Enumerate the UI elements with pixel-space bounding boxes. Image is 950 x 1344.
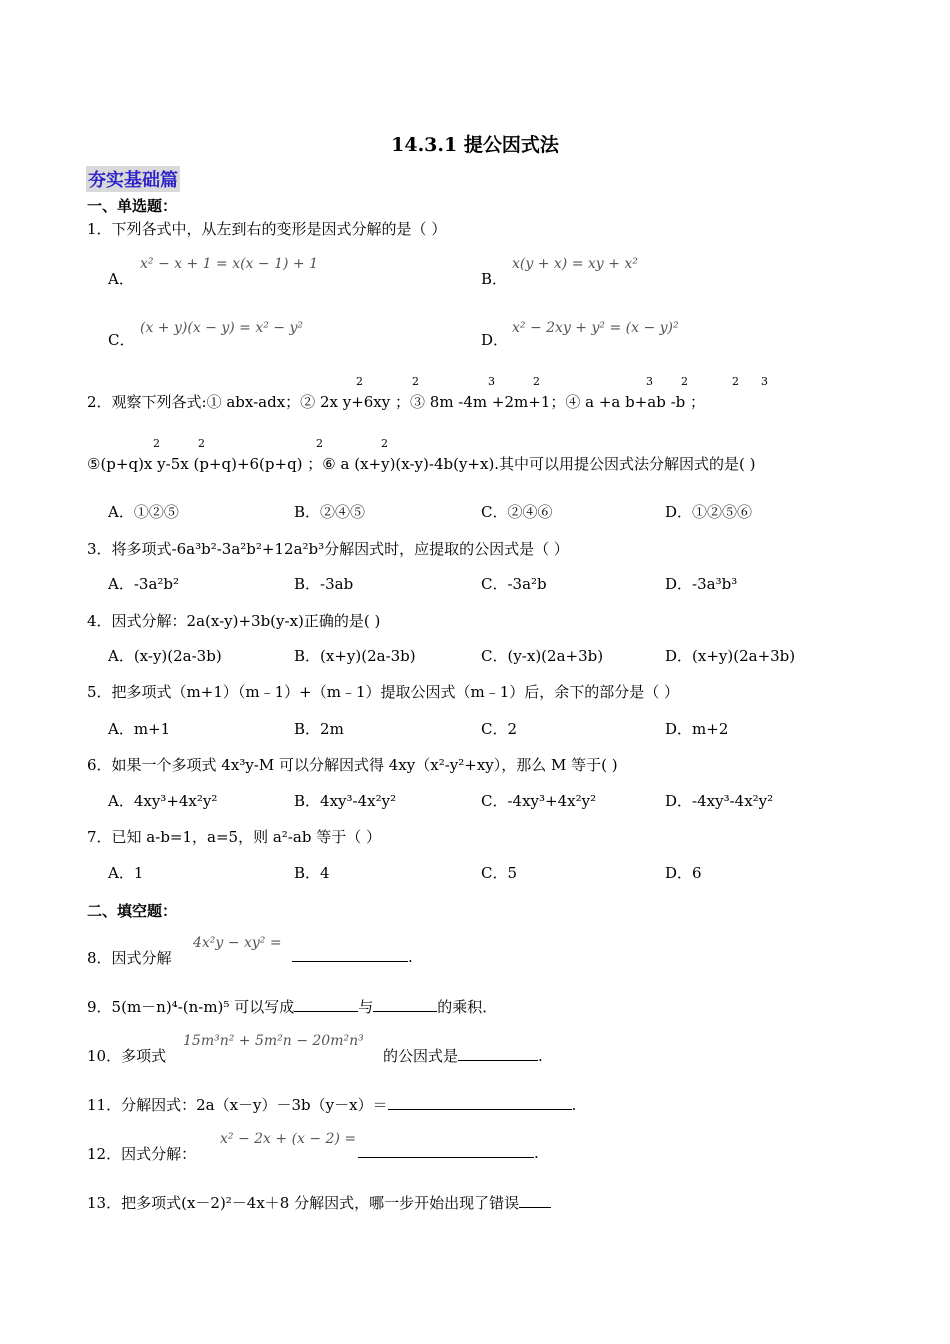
question-2-line-2: ⑤(p+q)x y-5x (p+q)+6(p+q) ；⑥ a (x+y)(x-y)-4b(y+x).其中可以用提公因式法分解因式的是( ) [87,455,756,473]
q1-option-c-math: (x + y)(x − y) = x² − y² [140,320,304,336]
q1-option-b-label: B． [481,270,508,288]
q2-superscript: 2 [356,375,363,388]
q4-option-b: B．(x+y)(2a-3b) [294,647,416,665]
q9-suffix: 的乘积． [437,998,498,1016]
q9-answer-blank-1[interactable] [294,997,358,1012]
q4-option-c: C．(y-x)(2a+3b) [481,647,604,665]
q2-superscript: 2 [198,437,205,450]
q2-superscript: 2 [681,375,688,388]
q10-period: . [538,1047,543,1065]
q7-option-a: A．1 [108,864,144,882]
question-10-prefix: 10．多项式 [87,1047,167,1065]
q4-option-a: A．(x-y)(2a-3b) [108,647,222,665]
q7-option-b: B．4 [294,864,330,882]
section-heading-fill-blank: 二、填空题： [87,902,178,920]
q2-superscript: 3 [646,375,653,388]
q5-option-c: C．2 [481,720,518,738]
q2-superscript: 2 [316,437,323,450]
q2-superscript: 2 [381,437,388,450]
q1-option-b-math: x(y + x) = xy + x² [512,256,638,272]
q1-option-d-label: D． [481,331,509,349]
q2-option-b: B．②④⑤ [294,503,366,521]
q12-answer-blank[interactable] [358,1143,534,1158]
q4-option-d: D．(x+y)(2a+3b) [665,647,796,665]
q11-answer-blank[interactable] [388,1095,572,1110]
q2-superscript: 2 [732,375,739,388]
q2-superscript: 3 [488,375,495,388]
q3-option-c: C．-3a²b [481,575,547,593]
question-9-prefix: 9．5(m－n)⁴-(n-m)⁵ 可以写成 [87,998,295,1016]
question-3-stem: 3．将多项式-6a³b²-3a²b²+12a²b³分解因式时，应提取的公因式是（ ） [87,540,569,558]
q2-option-a: A．①②⑤ [108,503,179,521]
question-7-stem: 7．已知 a-b=1，a=5，则 a²-ab 等于（ ） [87,828,381,846]
question-1-stem: 1．下列各式中，从左到右的变形是因式分解的是（ ） [87,220,447,238]
question-8-prefix: 8．因式分解 [87,949,172,967]
q10-math: 15m³n² + 5m²n − 20m²n³ [183,1033,364,1049]
q6-option-c: C．-4xy³+4x²y² [481,792,597,810]
q5-option-a: A．m+1 [108,720,171,738]
question-12-prefix: 12．因式分解： [87,1145,197,1163]
q3-option-b: B．-3ab [294,575,354,593]
q5-option-d: D．m+2 [665,720,729,738]
q2-superscript: 2 [533,375,540,388]
q12-period: . [534,1144,539,1162]
section-heading-single-choice: 一、单选题： [87,197,178,215]
question-2-line-1: 2．观察下列各式:① abx-adx；② 2x y+6xy ；③ 8m -4m +2m+1；④ a +a b+ab -b ； [87,393,706,411]
q6-option-d: D．-4xy³-4x²y² [665,792,774,810]
q11-period: . [571,1096,577,1114]
q9-mid: 与 [358,998,374,1016]
q13-answer-blank[interactable] [519,1193,551,1208]
q2-option-d: D．①②⑤⑥ [665,503,753,521]
q3-option-a: A．-3a²b² [108,575,180,593]
q2-superscript: 3 [761,375,768,388]
question-11-prefix: 11．分解因式：2a（x－y）－3b（y－x）＝ [87,1096,388,1114]
q7-option-d: D．6 [665,864,702,882]
q1-option-a-label: A． [108,270,134,288]
q10-mid: 的公因式是 [383,1047,459,1065]
question-4-stem: 4．因式分解：2a(x-y)+3b(y-x)正确的是( ) [87,612,381,630]
q12-math: x² − 2x + (x − 2) = [220,1131,357,1147]
question-5-stem: 5．把多项式（m+1）（m﹣1）+（m﹣1）提取公因式（m﹣1）后，余下的部分是（ ） [87,683,680,701]
q10-answer-blank[interactable] [458,1046,538,1061]
question-6-stem: 6．如果一个多项式 4x³y-M 可以分解因式得 4xy（x²-y²+xy），那么 M 等于( ) [87,756,618,774]
q2-option-c: C．②④⑥ [481,503,553,521]
q7-option-c: C．5 [481,864,518,882]
q1-option-d-math: x² − 2xy + y² = (x − y)² [512,320,679,336]
q8-answer-blank[interactable] [292,947,408,962]
q2-superscript: 2 [412,375,419,388]
question-13-stem: 13．把多项式(x－2)²－4x＋8 分解因式，哪一步开始出现了错误 [87,1194,520,1212]
q6-option-b: B．4xy³-4x²y² [294,792,397,810]
page-title: 14.3.1 提公因式法 [391,134,559,156]
q1-option-a-math: x² − x + 1 = x(x − 1) + 1 [140,256,318,272]
q3-option-d: D．-3a³b³ [665,575,738,593]
q1-option-c-label: C． [108,331,135,349]
q6-option-a: A．4xy³+4x²y² [108,792,218,810]
q2-superscript: 2 [153,437,160,450]
q8-math: 4x²y − xy² = [193,935,282,951]
q8-period: . [408,948,413,966]
q5-option-b: B．2m [294,720,344,738]
section-tag: 夯实基础篇 [86,166,180,192]
q9-answer-blank-2[interactable] [373,997,437,1012]
